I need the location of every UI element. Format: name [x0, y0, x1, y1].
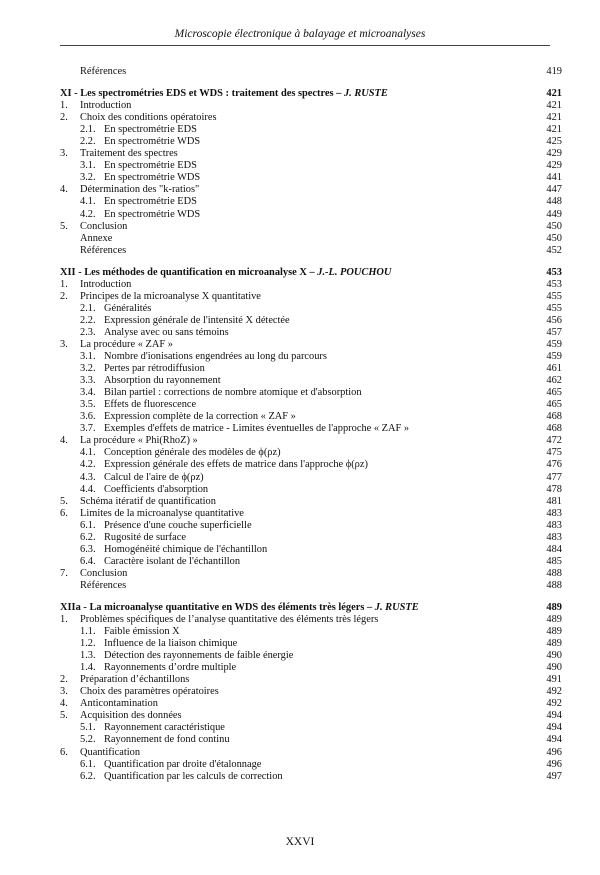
toc-entry-title: Choix des conditions opératoires — [80, 112, 217, 124]
chapter-heading — [60, 88, 562, 100]
toc-entry-number: 5. — [60, 710, 68, 722]
toc-entry-title: En spectrométrie WDS — [104, 172, 201, 184]
toc-entry-number: 1.4. — [80, 662, 96, 674]
chapter-spacer — [60, 257, 562, 267]
toc-entry-page: 450 — [546, 232, 562, 244]
toc-entry-page: 478 — [546, 483, 562, 495]
chapter-spacer — [60, 592, 562, 602]
toc-entry-title: Expression générale des effets de matrice dans l'approche ϕ(ρz) — [104, 459, 368, 471]
toc-entry — [60, 351, 562, 363]
toc-entry — [60, 544, 562, 556]
toc-entry-title: Références — [80, 579, 127, 591]
toc-entry-number: 6. — [60, 746, 68, 758]
toc-entry-page: 492 — [546, 686, 562, 698]
toc-entry-number: 1. — [60, 100, 68, 112]
toc-entry-number: 3. — [60, 148, 68, 160]
toc-entry-number: 4.1. — [80, 447, 96, 459]
toc-entry-number: 4.1. — [80, 196, 96, 208]
toc-entry-page: 490 — [546, 662, 562, 674]
toc-entry — [60, 447, 562, 459]
toc-entry-page: 497 — [546, 770, 562, 782]
toc-entry — [60, 148, 562, 160]
chapter-author: J.-L. POUCHOU — [317, 266, 392, 278]
toc-entry-page: 447 — [546, 184, 562, 196]
toc-entry-title: En spectrométrie WDS — [104, 136, 201, 148]
toc-entry-page: 459 — [546, 351, 562, 363]
toc-entry-number: 2.2. — [80, 314, 96, 326]
toc-entry-title: Exemples d'effets de matrice - Limites éventuelles de l'approche « ZAF » — [104, 423, 410, 435]
toc-entry-title: Faible émission X — [104, 626, 180, 638]
toc-entry-title: Choix des paramètres opératoires — [80, 686, 219, 698]
toc-entry-title: Coefficients d'absorption — [104, 483, 209, 495]
toc-entry-title: En spectrométrie EDS — [104, 124, 197, 136]
toc-entry-page: 421 — [546, 112, 562, 124]
toc-entry-title: Expression complète de la correction « ZAF » — [104, 411, 296, 423]
toc-entry — [60, 221, 562, 233]
toc-entry — [60, 508, 562, 520]
toc-entry-number: 3. — [60, 686, 68, 698]
toc-entry-title: Calcul de l'aire de ϕ(ρz) — [104, 471, 204, 483]
toc-entry — [60, 172, 562, 184]
toc-entry-page: 452 — [546, 244, 562, 256]
toc-entry-title: Nombre d'ionisations engendrées au long du parcours — [104, 351, 327, 363]
toc-entry-number: 6.1. — [80, 758, 96, 770]
toc-entry-title: Homogénéité chimique de l'échantillon — [104, 543, 268, 555]
toc-entry — [60, 209, 562, 221]
toc-entry-number: 5.1. — [80, 722, 96, 734]
toc-entry-page: 472 — [546, 435, 562, 447]
toc-entry-number: 1.1. — [80, 626, 96, 638]
toc-entry-number: 4. — [60, 184, 68, 196]
toc-entry — [60, 710, 562, 722]
toc-entry — [60, 423, 562, 435]
toc-entry-number: 6. — [60, 507, 68, 519]
chapter-page: 489 — [546, 601, 562, 613]
toc-entry — [60, 375, 562, 387]
toc-entry-page: 450 — [546, 220, 562, 232]
toc-entry — [60, 496, 562, 508]
toc-entry — [60, 124, 562, 136]
toc-entry-page: 476 — [546, 459, 562, 471]
toc-entry — [60, 638, 562, 650]
toc-entry-number: 2.2. — [80, 136, 96, 148]
toc-entry-number: 5. — [60, 495, 68, 507]
toc-entry-page: 490 — [546, 650, 562, 662]
toc-entry-page: 425 — [546, 136, 562, 148]
toc-entry — [60, 399, 562, 411]
toc-entry-number: 4.2. — [80, 459, 96, 471]
toc-entry-number: 4. — [60, 698, 68, 710]
toc-entry-title: Références — [80, 244, 127, 256]
toc-entry-number: 6.1. — [80, 519, 96, 531]
toc-entry-number: 1. — [60, 614, 68, 626]
toc-entry-page: 462 — [546, 375, 562, 387]
toc-entry — [60, 614, 562, 626]
chapter-heading — [60, 602, 562, 614]
toc-entry — [60, 66, 562, 78]
toc-entry-page: 455 — [546, 290, 562, 302]
toc-entry-page: 483 — [546, 519, 562, 531]
toc-entry-title: Rayonnement caractéristique — [104, 722, 225, 734]
chapter-page: 453 — [546, 266, 562, 278]
toc-entry — [60, 327, 562, 339]
toc-entry-page: 421 — [546, 100, 562, 112]
toc-entry-number: 3. — [60, 338, 68, 350]
toc-entry-page: 456 — [546, 314, 562, 326]
header-rule — [60, 45, 550, 46]
toc-entry-number: 3.1. — [80, 160, 96, 172]
toc-entry-page: 489 — [546, 626, 562, 638]
toc-entry — [60, 303, 562, 315]
toc-entry-number: 6.4. — [80, 555, 96, 567]
toc-entry — [60, 520, 562, 532]
toc-entry-page: 484 — [546, 543, 562, 555]
toc-entry — [60, 472, 562, 484]
toc-entry — [60, 650, 562, 662]
toc-entry-title: Quantification par droite d'étalonnage — [104, 758, 262, 770]
toc-entry-title: Conclusion — [80, 567, 128, 579]
toc-entry-title: Annexe — [80, 232, 113, 244]
toc-entry-number: 6.2. — [80, 531, 96, 543]
toc-entry — [60, 759, 562, 771]
toc-entry-number: 5. — [60, 220, 68, 232]
toc-entry-page: 465 — [546, 387, 562, 399]
toc-entry-page: 441 — [546, 172, 562, 184]
toc-entry-title: Analyse avec ou sans témoins — [104, 326, 229, 338]
toc-entry — [60, 747, 562, 759]
toc-entry-page: 457 — [546, 326, 562, 338]
toc-entry-number: 3.4. — [80, 387, 96, 399]
toc-entry — [60, 339, 562, 351]
toc-entry-number: 3.7. — [80, 423, 96, 435]
toc-entry-number: 1. — [60, 278, 68, 290]
toc-entry-title: Traitement des spectres — [80, 148, 178, 160]
toc-entry-page: 455 — [546, 302, 562, 314]
toc-entry-number: 3.2. — [80, 172, 96, 184]
toc-entry-number: 6.3. — [80, 543, 96, 555]
toc-entry — [60, 315, 562, 327]
chapter-page: 421 — [546, 88, 562, 100]
toc-entry — [60, 279, 562, 291]
toc-entry-page: 488 — [546, 579, 562, 591]
toc-entry-page: 483 — [546, 507, 562, 519]
toc-entry-title: La procédure « Phi(RhoZ) » — [80, 435, 198, 447]
toc-entry-page: 494 — [546, 734, 562, 746]
toc-entry-number: 3.6. — [80, 411, 96, 423]
toc-entry-title: Généralités — [104, 302, 152, 314]
toc-entry-number: 2.3. — [80, 326, 96, 338]
toc-entry — [60, 196, 562, 208]
toc-entry-page: 448 — [546, 196, 562, 208]
toc-entry-title: Conclusion — [80, 220, 128, 232]
toc-entry-page: 494 — [546, 722, 562, 734]
toc-entry-page: 461 — [546, 363, 562, 375]
toc-entry-page: 429 — [546, 148, 562, 160]
toc-entry-title: Effets de fluorescence — [104, 399, 197, 411]
chapter-title-line — [60, 602, 522, 614]
toc-entry — [60, 112, 562, 124]
toc-entry-number: 6.2. — [80, 770, 96, 782]
toc-entry — [60, 698, 562, 710]
toc-entry — [60, 459, 562, 471]
toc-entry-number: 4.4. — [80, 483, 96, 495]
toc-entry — [60, 532, 562, 544]
toc-entry-page: 494 — [546, 710, 562, 722]
toc-entry-number: 2.1. — [80, 124, 96, 136]
toc-entry-title: Limites de la microanalyse quantitative — [80, 507, 244, 519]
toc-entry-number: 2.1. — [80, 302, 96, 314]
toc-entry-title: La procédure « ZAF » — [80, 338, 173, 350]
toc-entry-page: 492 — [546, 698, 562, 710]
toc-entry-page: 459 — [546, 338, 562, 350]
toc-entry-page: 468 — [546, 411, 562, 423]
toc-entry-number: 4.2. — [80, 208, 96, 220]
toc-entry — [60, 184, 562, 196]
chapter-spacer — [60, 78, 562, 88]
toc-entry-number: 7. — [60, 567, 68, 579]
toc-entry — [60, 686, 562, 698]
toc-entry-page: 488 — [546, 567, 562, 579]
toc-entry-number: 3.3. — [80, 375, 96, 387]
toc-entry-page: 496 — [546, 758, 562, 770]
toc-entry-title: Problèmes spécifiques de l’analyse quantitative des éléments très légers — [80, 614, 379, 626]
toc-entry — [60, 771, 562, 783]
toc-entry-title: Bilan partiel : corrections de nombre atomique et d'absorption — [104, 387, 362, 399]
toc-entry-title: Caractère isolant de l'échantillon — [104, 555, 241, 567]
toc-entry — [60, 233, 562, 245]
toc-entry-page: 468 — [546, 423, 562, 435]
toc-entry — [60, 734, 562, 746]
toc-entry-page: 465 — [546, 399, 562, 411]
toc-entry-number: 5.2. — [80, 734, 96, 746]
chapter-title-line — [60, 267, 522, 279]
toc-entry-title: En spectrométrie EDS — [104, 160, 197, 172]
toc-entry-page: 421 — [546, 124, 562, 136]
toc-entry — [60, 435, 562, 447]
toc-entry-page: 449 — [546, 208, 562, 220]
toc-entry-number: 3.5. — [80, 399, 96, 411]
toc-entry-title: Schéma itératif de quantification — [80, 495, 216, 507]
toc-entry-page: 475 — [546, 447, 562, 459]
toc-entry-title: Préparation d’échantillons — [80, 674, 190, 686]
table-of-contents — [60, 66, 562, 783]
toc-entry-page: 485 — [546, 555, 562, 567]
toc-entry — [60, 387, 562, 399]
page-number: XXVI — [285, 836, 315, 848]
toc-entry-title: Principes de la microanalyse X quantitative — [80, 290, 261, 302]
toc-entry-number: 3.1. — [80, 351, 96, 363]
toc-entry-title: En spectrométrie EDS — [104, 196, 197, 208]
toc-entry-page: 429 — [546, 160, 562, 172]
toc-entry-number: 2. — [60, 112, 68, 124]
toc-entry-page: 483 — [546, 531, 562, 543]
chapter-heading — [60, 267, 562, 279]
toc-entry-title: Quantification par les calculs de correction — [104, 770, 283, 782]
chapter-title: XII - Les méthodes de quantification en microanalyse X – — [60, 266, 318, 278]
toc-entry — [60, 160, 562, 172]
toc-entry-page: 481 — [546, 495, 562, 507]
toc-entry — [60, 291, 562, 303]
chapter-title: XIIa - La microanalyse quantitative en WDS des éléments très légers – — [60, 601, 375, 613]
toc-entry-title: Présence d'une couche superficielle — [104, 519, 252, 531]
toc-entry — [60, 674, 562, 686]
toc-entry — [60, 100, 562, 112]
toc-entry-page: 453 — [546, 278, 562, 290]
chapter-author: J. RUSTE — [374, 601, 419, 613]
toc-entry-title: Introduction — [80, 100, 132, 112]
toc-entry-title: Anticontamination — [80, 698, 158, 710]
toc-entry-page: 496 — [546, 746, 562, 758]
toc-entry-title: Acquisition des données — [80, 710, 182, 722]
toc-entry-page: 477 — [546, 471, 562, 483]
toc-entry-number: 2. — [60, 290, 68, 302]
toc-entry-title: Introduction — [80, 278, 132, 290]
toc-entry-number: 2. — [60, 674, 68, 686]
toc-entry-title: Absorption du rayonnement — [104, 375, 221, 387]
toc-entry-page: 489 — [546, 614, 562, 626]
toc-entry-title: Rugosité de surface — [104, 531, 186, 543]
toc-entry-title: Pertes par rétrodiffusion — [104, 363, 205, 375]
toc-entry — [60, 363, 562, 375]
toc-entry — [60, 568, 562, 580]
toc-entry-title: Quantification — [80, 746, 141, 758]
toc-entry — [60, 136, 562, 148]
toc-entry-number: 3.2. — [80, 363, 96, 375]
toc-entry-title: Rayonnements d’ordre multiple — [104, 662, 237, 674]
toc-entry-number: 4. — [60, 435, 68, 447]
chapter-title: XI - Les spectrométries EDS et WDS : traitement des spectres – — [60, 88, 344, 100]
toc-entry-title: Détection des rayonnements de faible énergie — [104, 650, 294, 662]
toc-entry — [60, 722, 562, 734]
toc-entry-title: Références — [80, 66, 127, 77]
running-header: Microscopie électronique à balayage et microanalyses — [174, 28, 426, 40]
toc-entry-number: 4.3. — [80, 471, 96, 483]
toc-entry — [60, 626, 562, 638]
toc-entry-title: Influence de la liaison chimique — [104, 638, 238, 650]
toc-entry-page: 419 — [546, 66, 562, 77]
toc-entry-number: 1.2. — [80, 638, 96, 650]
toc-entry — [60, 580, 562, 592]
chapter-title-line — [60, 88, 522, 100]
toc-entry — [60, 245, 562, 257]
toc-entry-title: Rayonnement de fond continu — [104, 734, 230, 746]
toc-entry — [60, 484, 562, 496]
toc-entry-page: 491 — [546, 674, 562, 686]
toc-entry-page: 489 — [546, 638, 562, 650]
toc-entry — [60, 556, 562, 568]
toc-entry-title: En spectrométrie WDS — [104, 208, 201, 220]
chapter-author: J. RUSTE — [343, 88, 388, 100]
toc-entry-title: Détermination des "k-ratios" — [80, 184, 200, 196]
toc-entry — [60, 411, 562, 423]
toc-entry-title: Conception générale des modèles de ϕ(ρz) — [104, 447, 281, 459]
toc-entry — [60, 662, 562, 674]
toc-entry-title: Expression générale de l'intensité X détectée — [104, 314, 290, 326]
toc-entry-number: 1.3. — [80, 650, 96, 662]
